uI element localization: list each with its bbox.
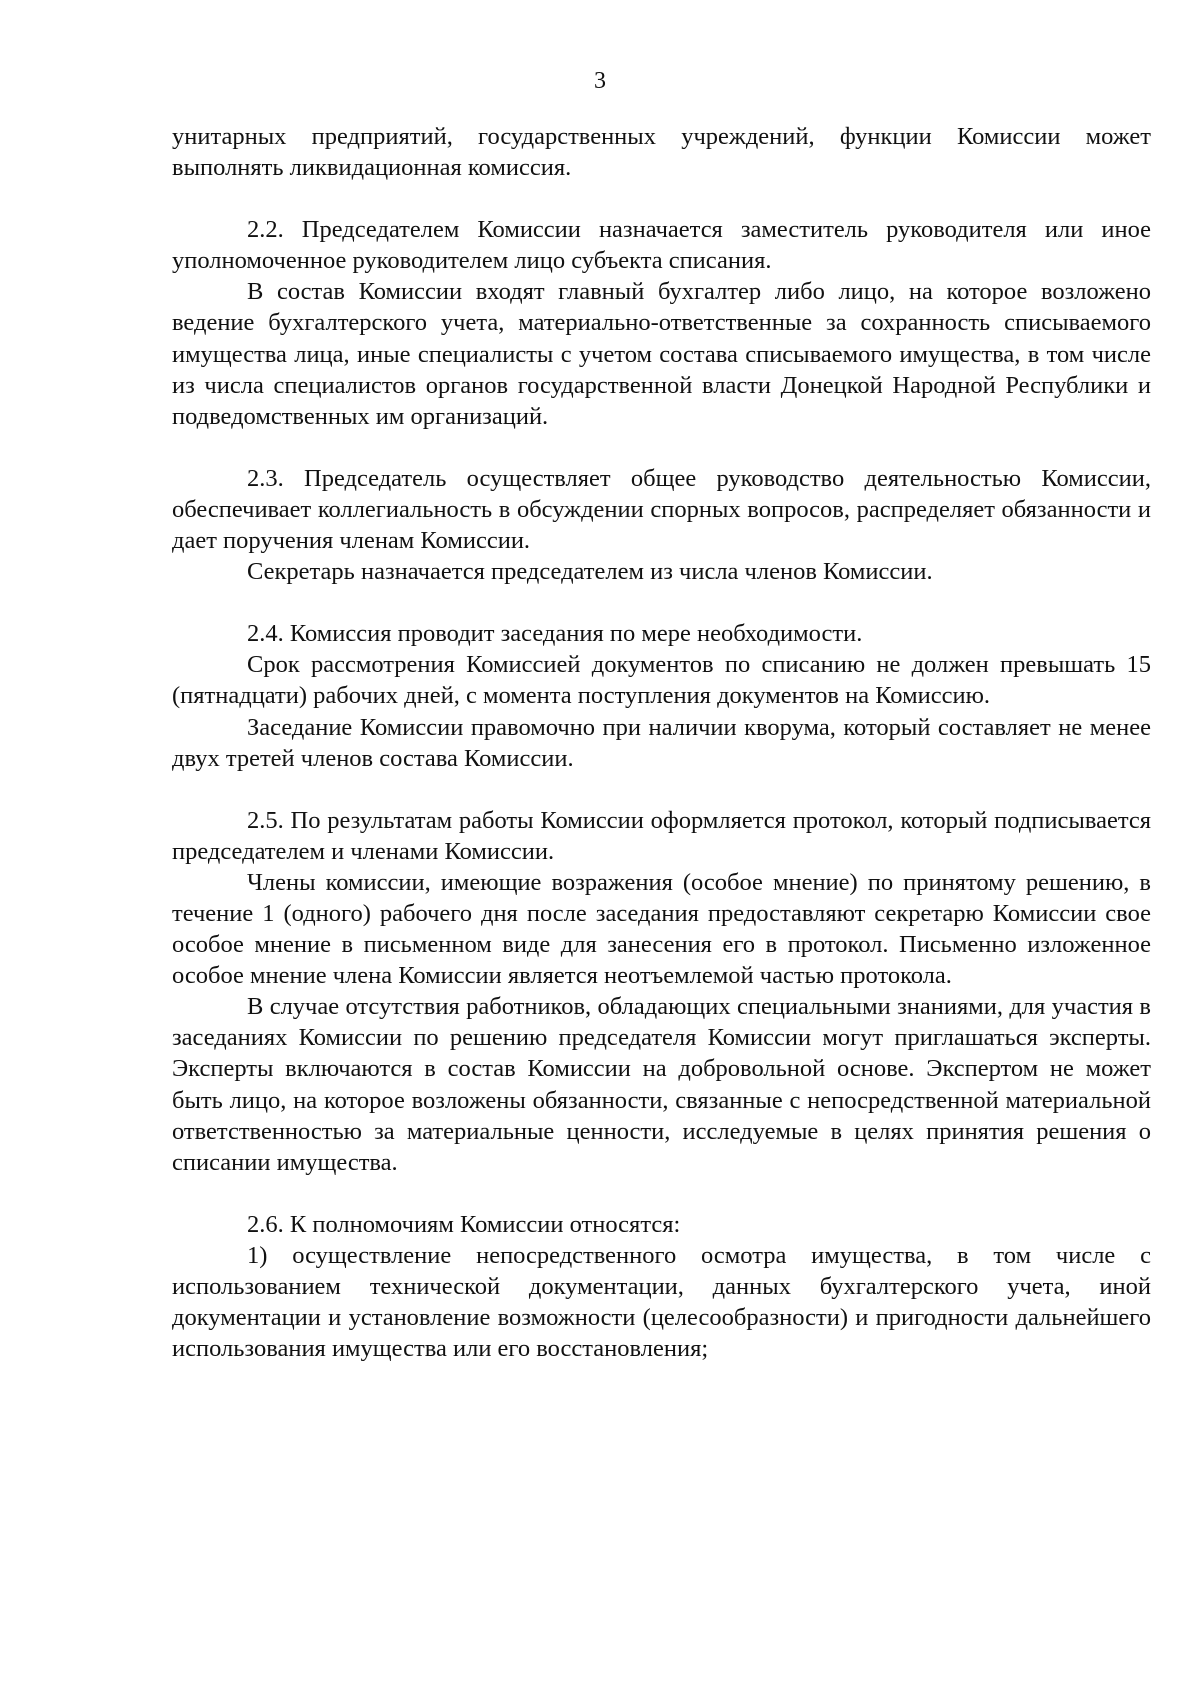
document-body bbox=[172, 121, 1151, 1364]
paragraph-2-6-item-1: 1) осуществление непосредственного осмотра имущества, в том числе с использованием технической документации, данных бухгалтерского учета, иной документации и установление возможности (целесообразности) и пригодности дальнейшего использования имущества или его восстановления; bbox=[172, 1241, 1151, 1363]
paragraph-2-4-quorum: Заседание Комиссии правомочно при наличии кворума, который составляет не менее двух третей членов состава Комиссии. bbox=[172, 713, 1151, 772]
paragraph-2-4-term: Срок рассмотрения Комиссией документов по списанию не должен превышать 15 (пятнадцати) рабочих дней, с момента поступления документов на Комиссию. bbox=[172, 651, 1151, 710]
paragraph-intro-continuation: унитарных предприятий, государственных учреждений, функции Комиссии может выполнять ликвидационная комиссия. bbox=[172, 123, 1151, 182]
paragraph-2-5-experts: В случае отсутствия работников, обладающих специальными знаниями, для участия в заседаниях Комиссии по решению председателя Комиссии могут приглашаться эксперты. Эксперты включаются в состав Комиссии на добровольной основе. Экспертом не может быть лицо, на которое возложены обязанности, связанные с непосредственной материальной ответственностью за материальные ценности, исследуемые в целях принятия решения о списании имущества. bbox=[172, 993, 1151, 1176]
paragraph-2-6: 2.6. К полномочиям Комиссии относятся: bbox=[247, 1210, 681, 1238]
paragraph-2-3-secretary: Секретарь назначается председателем из числа членов Комиссии. bbox=[247, 558, 933, 586]
paragraph-2-3: 2.3. Председатель осуществляет общее руководство деятельностью Комиссии, обеспечивает коллегиальность в обсуждении спорных вопросов, распределяет обязанности и дает поручения членам Комиссии. bbox=[172, 464, 1151, 555]
paragraph-2-5: 2.5. По результатам работы Комиссии оформляется протокол, который подписывается председателем и членами Комиссии. bbox=[172, 806, 1151, 865]
page-number: 3 bbox=[594, 68, 606, 94]
paragraph-2-4: 2.4. Комиссия проводит заседания по мере необходимости. bbox=[247, 620, 863, 648]
paragraph-2-5-objections: Члены комиссии, имеющие возражения (особое мнение) по принятому решению, в течение 1 (одного) рабочего дня после заседания предоставляют секретарю Комиссии свое особое мнение в письменном виде для занесения его в протокол. Письменно изложенное особое мнение члена Комиссии является неотъемлемой частью протокола. bbox=[172, 868, 1151, 990]
paragraph-2-2: 2.2. Председателем Комиссии назначается заместитель руководителя или иное уполномоченное руководителем лицо субъекта списания. bbox=[172, 216, 1151, 275]
paragraph-2-2-composition: В состав Комиссии входят главный бухгалтер либо лицо, на которое возложено ведение бухгалтерского учета, материально-ответственные за сохранность списываемого имущества лица, иные специалисты с учетом состава списываемого имущества, в том числе из числа специалистов органов государственной власти Донецкой Народной Республики и подведомственных им организаций. bbox=[172, 278, 1151, 430]
